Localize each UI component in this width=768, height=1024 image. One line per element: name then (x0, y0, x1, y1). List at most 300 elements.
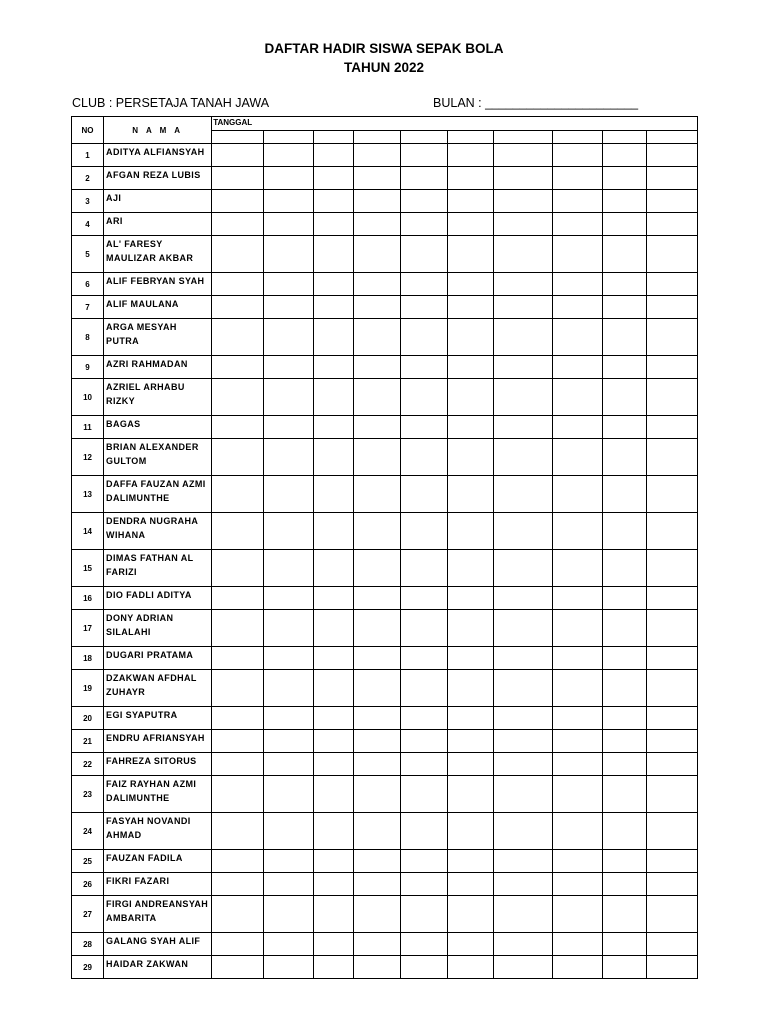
attendance-cell[interactable] (314, 296, 354, 319)
attendance-cell[interactable] (354, 776, 401, 813)
attendance-cell[interactable] (212, 730, 264, 753)
attendance-cell[interactable] (646, 416, 697, 439)
attendance-cell[interactable] (646, 933, 697, 956)
attendance-cell[interactable] (447, 813, 493, 850)
attendance-cell[interactable] (646, 707, 697, 730)
attendance-cell[interactable] (646, 730, 697, 753)
student-name (104, 670, 212, 707)
attendance-cell[interactable] (264, 896, 314, 933)
attendance-cell[interactable] (646, 356, 697, 379)
attendance-cell[interactable] (354, 610, 401, 647)
attendance-cell[interactable] (212, 813, 264, 850)
attendance-cell[interactable] (493, 850, 552, 873)
attendance-cell[interactable] (264, 813, 314, 850)
attendance-cell[interactable] (602, 356, 646, 379)
attendance-cell[interactable] (264, 379, 314, 416)
attendance-cell[interactable] (212, 873, 264, 896)
attendance-cell[interactable] (264, 236, 314, 273)
attendance-cell[interactable] (264, 296, 314, 319)
attendance-cell[interactable] (447, 190, 493, 213)
attendance-cell[interactable] (602, 144, 646, 167)
attendance-cell[interactable] (354, 379, 401, 416)
attendance-cell[interactable] (354, 550, 401, 587)
attendance-cell[interactable] (264, 213, 314, 236)
attendance-cell[interactable] (314, 513, 354, 550)
attendance-cell[interactable] (401, 813, 447, 850)
attendance-cell[interactable] (401, 356, 447, 379)
attendance-cell[interactable] (602, 753, 646, 776)
attendance-cell[interactable] (401, 476, 447, 513)
attendance-cell[interactable] (212, 776, 264, 813)
attendance-cell[interactable] (602, 319, 646, 356)
attendance-cell[interactable] (212, 647, 264, 670)
attendance-cell[interactable] (447, 379, 493, 416)
attendance-cell[interactable] (212, 167, 264, 190)
attendance-cell[interactable] (447, 356, 493, 379)
attendance-cell[interactable] (314, 933, 354, 956)
attendance-cell[interactable] (552, 850, 602, 873)
table-row (72, 416, 698, 439)
attendance-cell[interactable] (264, 610, 314, 647)
attendance-cell[interactable] (264, 513, 314, 550)
attendance-cell[interactable] (212, 416, 264, 439)
attendance-cell[interactable] (212, 513, 264, 550)
attendance-cell[interactable] (314, 550, 354, 587)
attendance-cell[interactable] (264, 956, 314, 979)
attendance-cell[interactable] (447, 647, 493, 670)
attendance-cell[interactable] (493, 873, 552, 896)
attendance-cell[interactable] (264, 707, 314, 730)
attendance-cell[interactable] (212, 850, 264, 873)
attendance-cell[interactable] (212, 476, 264, 513)
attendance-cell[interactable] (493, 896, 552, 933)
attendance-cell[interactable] (212, 550, 264, 587)
attendance-cell[interactable] (401, 776, 447, 813)
attendance-cell[interactable] (447, 850, 493, 873)
attendance-cell[interactable] (401, 273, 447, 296)
attendance-cell[interactable] (401, 956, 447, 979)
attendance-cell[interactable] (447, 670, 493, 707)
attendance-cell[interactable] (314, 753, 354, 776)
attendance-cell[interactable] (314, 273, 354, 296)
attendance-cell[interactable] (602, 670, 646, 707)
attendance-cell[interactable] (212, 610, 264, 647)
attendance-cell[interactable] (493, 707, 552, 730)
attendance-cell[interactable] (212, 933, 264, 956)
attendance-cell[interactable] (264, 319, 314, 356)
attendance-cell[interactable] (401, 416, 447, 439)
attendance-cell[interactable] (401, 933, 447, 956)
attendance-cell[interactable] (493, 550, 552, 587)
attendance-cell[interactable] (602, 873, 646, 896)
attendance-cell[interactable] (314, 319, 354, 356)
attendance-cell[interactable] (602, 236, 646, 273)
attendance-cell[interactable] (212, 144, 264, 167)
attendance-cell[interactable] (354, 236, 401, 273)
attendance-cell[interactable] (552, 190, 602, 213)
attendance-cell[interactable] (264, 647, 314, 670)
attendance-cell[interactable] (602, 707, 646, 730)
attendance-cell[interactable] (447, 213, 493, 236)
attendance-cell[interactable] (212, 670, 264, 707)
attendance-cell[interactable] (493, 213, 552, 236)
attendance-cell[interactable] (447, 416, 493, 439)
attendance-cell[interactable] (212, 273, 264, 296)
attendance-cell[interactable] (401, 587, 447, 610)
attendance-cell[interactable] (354, 356, 401, 379)
attendance-cell[interactable] (493, 956, 552, 979)
attendance-cell[interactable] (401, 439, 447, 476)
attendance-cell[interactable] (552, 379, 602, 416)
attendance-cell[interactable] (354, 273, 401, 296)
attendance-cell[interactable] (602, 896, 646, 933)
attendance-cell[interactable] (264, 476, 314, 513)
attendance-cell[interactable] (314, 356, 354, 379)
attendance-cell[interactable] (493, 476, 552, 513)
row-number: 4 (72, 213, 104, 236)
attendance-cell[interactable] (646, 213, 697, 236)
attendance-cell[interactable] (493, 813, 552, 850)
attendance-cell[interactable] (552, 647, 602, 670)
attendance-cell[interactable] (493, 730, 552, 753)
attendance-cell[interactable] (447, 753, 493, 776)
attendance-cell[interactable] (314, 476, 354, 513)
attendance-cell[interactable] (401, 550, 447, 587)
attendance-cell[interactable] (552, 513, 602, 550)
attendance-cell[interactable] (401, 296, 447, 319)
attendance-cell[interactable] (354, 213, 401, 236)
attendance-cell[interactable] (646, 379, 697, 416)
attendance-cell[interactable] (646, 550, 697, 587)
attendance-cell[interactable] (354, 753, 401, 776)
attendance-cell[interactable] (401, 647, 447, 670)
attendance-cell[interactable] (552, 296, 602, 319)
attendance-cell[interactable] (401, 513, 447, 550)
attendance-cell[interactable] (401, 670, 447, 707)
attendance-cell[interactable] (493, 513, 552, 550)
attendance-cell[interactable] (493, 144, 552, 167)
attendance-cell[interactable] (314, 813, 354, 850)
attendance-cell[interactable] (602, 730, 646, 753)
attendance-cell[interactable] (646, 776, 697, 813)
attendance-cell[interactable] (602, 550, 646, 587)
attendance-cell[interactable] (552, 753, 602, 776)
attendance-cell[interactable] (493, 356, 552, 379)
attendance-cell[interactable] (314, 707, 354, 730)
attendance-cell[interactable] (552, 776, 602, 813)
attendance-cell[interactable] (552, 273, 602, 296)
attendance-cell[interactable] (552, 933, 602, 956)
attendance-cell[interactable] (552, 550, 602, 587)
row-number: 3 (72, 190, 104, 213)
attendance-cell[interactable] (212, 213, 264, 236)
attendance-cell[interactable] (602, 850, 646, 873)
attendance-cell[interactable] (552, 730, 602, 753)
attendance-cell[interactable] (447, 610, 493, 647)
attendance-cell[interactable] (264, 144, 314, 167)
attendance-cell[interactable] (493, 273, 552, 296)
attendance-cell[interactable] (552, 813, 602, 850)
attendance-cell[interactable] (447, 439, 493, 476)
attendance-cell[interactable] (493, 296, 552, 319)
attendance-cell[interactable] (354, 896, 401, 933)
student-name (104, 416, 212, 439)
attendance-cell[interactable] (602, 296, 646, 319)
attendance-cell[interactable] (314, 416, 354, 439)
attendance-cell[interactable] (552, 956, 602, 979)
attendance-cell[interactable] (447, 273, 493, 296)
attendance-cell[interactable] (552, 213, 602, 236)
attendance-cell[interactable] (314, 167, 354, 190)
attendance-cell[interactable] (314, 144, 354, 167)
attendance-cell[interactable] (602, 416, 646, 439)
attendance-cell[interactable] (646, 167, 697, 190)
attendance-cell[interactable] (646, 956, 697, 979)
attendance-cell[interactable] (314, 730, 354, 753)
attendance-cell[interactable] (314, 610, 354, 647)
attendance-cell[interactable] (493, 439, 552, 476)
student-name-line: FAIZ RAYHAN AZMI (106, 779, 197, 789)
attendance-cell[interactable] (447, 933, 493, 956)
attendance-cell[interactable] (602, 273, 646, 296)
attendance-cell[interactable] (602, 813, 646, 850)
attendance-cell[interactable] (354, 670, 401, 707)
header-tanggal: TANGGAL (212, 117, 698, 131)
attendance-cell[interactable] (212, 190, 264, 213)
attendance-cell[interactable] (314, 896, 354, 933)
attendance-cell[interactable] (314, 190, 354, 213)
attendance-cell[interactable] (493, 167, 552, 190)
attendance-cell[interactable] (646, 753, 697, 776)
attendance-cell[interactable] (314, 379, 354, 416)
attendance-cell[interactable] (212, 356, 264, 379)
student-name-line: PUTRA (106, 336, 140, 346)
attendance-cell[interactable] (314, 850, 354, 873)
attendance-cell[interactable] (447, 236, 493, 273)
attendance-cell[interactable] (401, 379, 447, 416)
attendance-cell[interactable] (212, 956, 264, 979)
attendance-cell[interactable] (646, 476, 697, 513)
attendance-cell[interactable] (401, 190, 447, 213)
attendance-cell[interactable] (646, 896, 697, 933)
attendance-cell[interactable] (314, 647, 354, 670)
attendance-cell[interactable] (401, 319, 447, 356)
attendance-cell[interactable] (552, 356, 602, 379)
attendance-cell[interactable] (354, 167, 401, 190)
attendance-cell[interactable] (264, 550, 314, 587)
student-name (104, 273, 212, 296)
attendance-cell[interactable] (212, 587, 264, 610)
attendance-cell[interactable] (552, 587, 602, 610)
attendance-cell[interactable] (354, 873, 401, 896)
attendance-cell[interactable] (354, 144, 401, 167)
attendance-cell[interactable] (401, 850, 447, 873)
attendance-cell[interactable] (552, 476, 602, 513)
attendance-cell[interactable] (447, 167, 493, 190)
attendance-cell[interactable] (401, 213, 447, 236)
attendance-cell[interactable] (646, 439, 697, 476)
attendance-cell[interactable] (401, 610, 447, 647)
attendance-cell[interactable] (552, 707, 602, 730)
attendance-cell[interactable] (646, 513, 697, 550)
attendance-cell[interactable] (646, 319, 697, 356)
attendance-cell[interactable] (552, 236, 602, 273)
attendance-cell[interactable] (493, 933, 552, 956)
attendance-cell[interactable] (552, 670, 602, 707)
attendance-cell[interactable] (264, 167, 314, 190)
attendance-cell[interactable] (314, 236, 354, 273)
attendance-cell[interactable] (212, 296, 264, 319)
attendance-cell[interactable] (264, 730, 314, 753)
attendance-cell[interactable] (552, 439, 602, 476)
attendance-cell[interactable] (552, 873, 602, 896)
attendance-cell[interactable] (646, 296, 697, 319)
attendance-cell[interactable] (264, 850, 314, 873)
attendance-cell[interactable] (314, 670, 354, 707)
attendance-cell[interactable] (646, 144, 697, 167)
attendance-cell[interactable] (493, 379, 552, 416)
attendance-cell[interactable] (447, 550, 493, 587)
attendance-cell[interactable] (354, 476, 401, 513)
attendance-cell[interactable] (314, 439, 354, 476)
attendance-cell[interactable] (602, 776, 646, 813)
attendance-cell[interactable] (646, 647, 697, 670)
attendance-cell[interactable] (354, 296, 401, 319)
attendance-cell[interactable] (314, 587, 354, 610)
attendance-cell[interactable] (552, 610, 602, 647)
attendance-cell[interactable] (212, 707, 264, 730)
attendance-cell[interactable] (212, 379, 264, 416)
attendance-cell[interactable] (401, 753, 447, 776)
attendance-cell[interactable] (354, 647, 401, 670)
attendance-cell[interactable] (493, 319, 552, 356)
attendance-cell[interactable] (447, 776, 493, 813)
attendance-cell[interactable] (602, 213, 646, 236)
attendance-cell[interactable] (646, 850, 697, 873)
attendance-cell[interactable] (264, 873, 314, 896)
attendance-cell[interactable] (401, 896, 447, 933)
attendance-cell[interactable] (493, 190, 552, 213)
attendance-cell[interactable] (354, 730, 401, 753)
attendance-cell[interactable] (447, 730, 493, 753)
attendance-cell[interactable] (212, 439, 264, 476)
attendance-cell[interactable] (552, 416, 602, 439)
attendance-cell[interactable] (493, 416, 552, 439)
attendance-cell[interactable] (264, 439, 314, 476)
attendance-cell[interactable] (493, 670, 552, 707)
attendance-cell[interactable] (646, 813, 697, 850)
attendance-cell[interactable] (354, 707, 401, 730)
attendance-cell[interactable] (264, 753, 314, 776)
attendance-cell[interactable] (354, 813, 401, 850)
attendance-cell[interactable] (354, 416, 401, 439)
attendance-cell[interactable] (314, 956, 354, 979)
attendance-cell[interactable] (447, 476, 493, 513)
attendance-cell[interactable] (646, 273, 697, 296)
attendance-cell[interactable] (646, 587, 697, 610)
attendance-cell[interactable] (354, 956, 401, 979)
attendance-cell[interactable] (264, 587, 314, 610)
attendance-cell[interactable] (401, 707, 447, 730)
attendance-cell[interactable] (646, 190, 697, 213)
attendance-cell[interactable] (493, 610, 552, 647)
attendance-cell[interactable] (493, 236, 552, 273)
attendance-cell[interactable] (602, 610, 646, 647)
attendance-cell[interactable] (354, 513, 401, 550)
attendance-cell[interactable] (401, 873, 447, 896)
attendance-cell[interactable] (212, 236, 264, 273)
attendance-cell[interactable] (493, 647, 552, 670)
attendance-cell[interactable] (602, 190, 646, 213)
attendance-cell[interactable] (552, 896, 602, 933)
attendance-cell[interactable] (401, 167, 447, 190)
attendance-cell[interactable] (447, 319, 493, 356)
attendance-cell[interactable] (264, 670, 314, 707)
attendance-cell[interactable] (646, 236, 697, 273)
attendance-cell[interactable] (314, 213, 354, 236)
attendance-cell[interactable] (212, 319, 264, 356)
attendance-cell[interactable] (493, 587, 552, 610)
attendance-cell[interactable] (552, 167, 602, 190)
attendance-cell[interactable] (212, 753, 264, 776)
attendance-cell[interactable] (264, 356, 314, 379)
attendance-cell[interactable] (447, 873, 493, 896)
attendance-cell[interactable] (401, 236, 447, 273)
attendance-cell[interactable] (264, 190, 314, 213)
attendance-cell[interactable] (602, 933, 646, 956)
student-name (104, 776, 212, 813)
attendance-cell[interactable] (552, 319, 602, 356)
attendance-cell[interactable] (264, 933, 314, 956)
attendance-cell[interactable] (602, 587, 646, 610)
attendance-cell[interactable] (447, 896, 493, 933)
attendance-cell[interactable] (354, 850, 401, 873)
attendance-cell[interactable] (602, 513, 646, 550)
attendance-cell[interactable] (646, 610, 697, 647)
attendance-cell[interactable] (447, 296, 493, 319)
attendance-cell[interactable] (602, 956, 646, 979)
attendance-cell[interactable] (264, 416, 314, 439)
attendance-cell[interactable] (314, 776, 354, 813)
attendance-cell[interactable] (264, 776, 314, 813)
attendance-cell[interactable] (447, 587, 493, 610)
attendance-cell[interactable] (354, 439, 401, 476)
attendance-cell[interactable] (552, 144, 602, 167)
attendance-cell[interactable] (264, 273, 314, 296)
attendance-cell[interactable] (212, 896, 264, 933)
attendance-cell[interactable] (602, 379, 646, 416)
attendance-cell[interactable] (447, 144, 493, 167)
attendance-cell[interactable] (401, 144, 447, 167)
attendance-cell[interactable] (602, 439, 646, 476)
attendance-cell[interactable] (354, 190, 401, 213)
attendance-cell[interactable] (493, 776, 552, 813)
attendance-cell[interactable] (354, 933, 401, 956)
attendance-cell[interactable] (314, 873, 354, 896)
attendance-cell[interactable] (447, 513, 493, 550)
attendance-cell[interactable] (602, 167, 646, 190)
attendance-cell[interactable] (646, 873, 697, 896)
attendance-cell[interactable] (602, 647, 646, 670)
attendance-cell[interactable] (401, 730, 447, 753)
attendance-cell[interactable] (646, 670, 697, 707)
attendance-cell[interactable] (354, 319, 401, 356)
attendance-cell[interactable] (354, 587, 401, 610)
attendance-cell[interactable] (602, 476, 646, 513)
attendance-cell[interactable] (447, 707, 493, 730)
attendance-cell[interactable] (493, 753, 552, 776)
attendance-cell[interactable] (447, 956, 493, 979)
